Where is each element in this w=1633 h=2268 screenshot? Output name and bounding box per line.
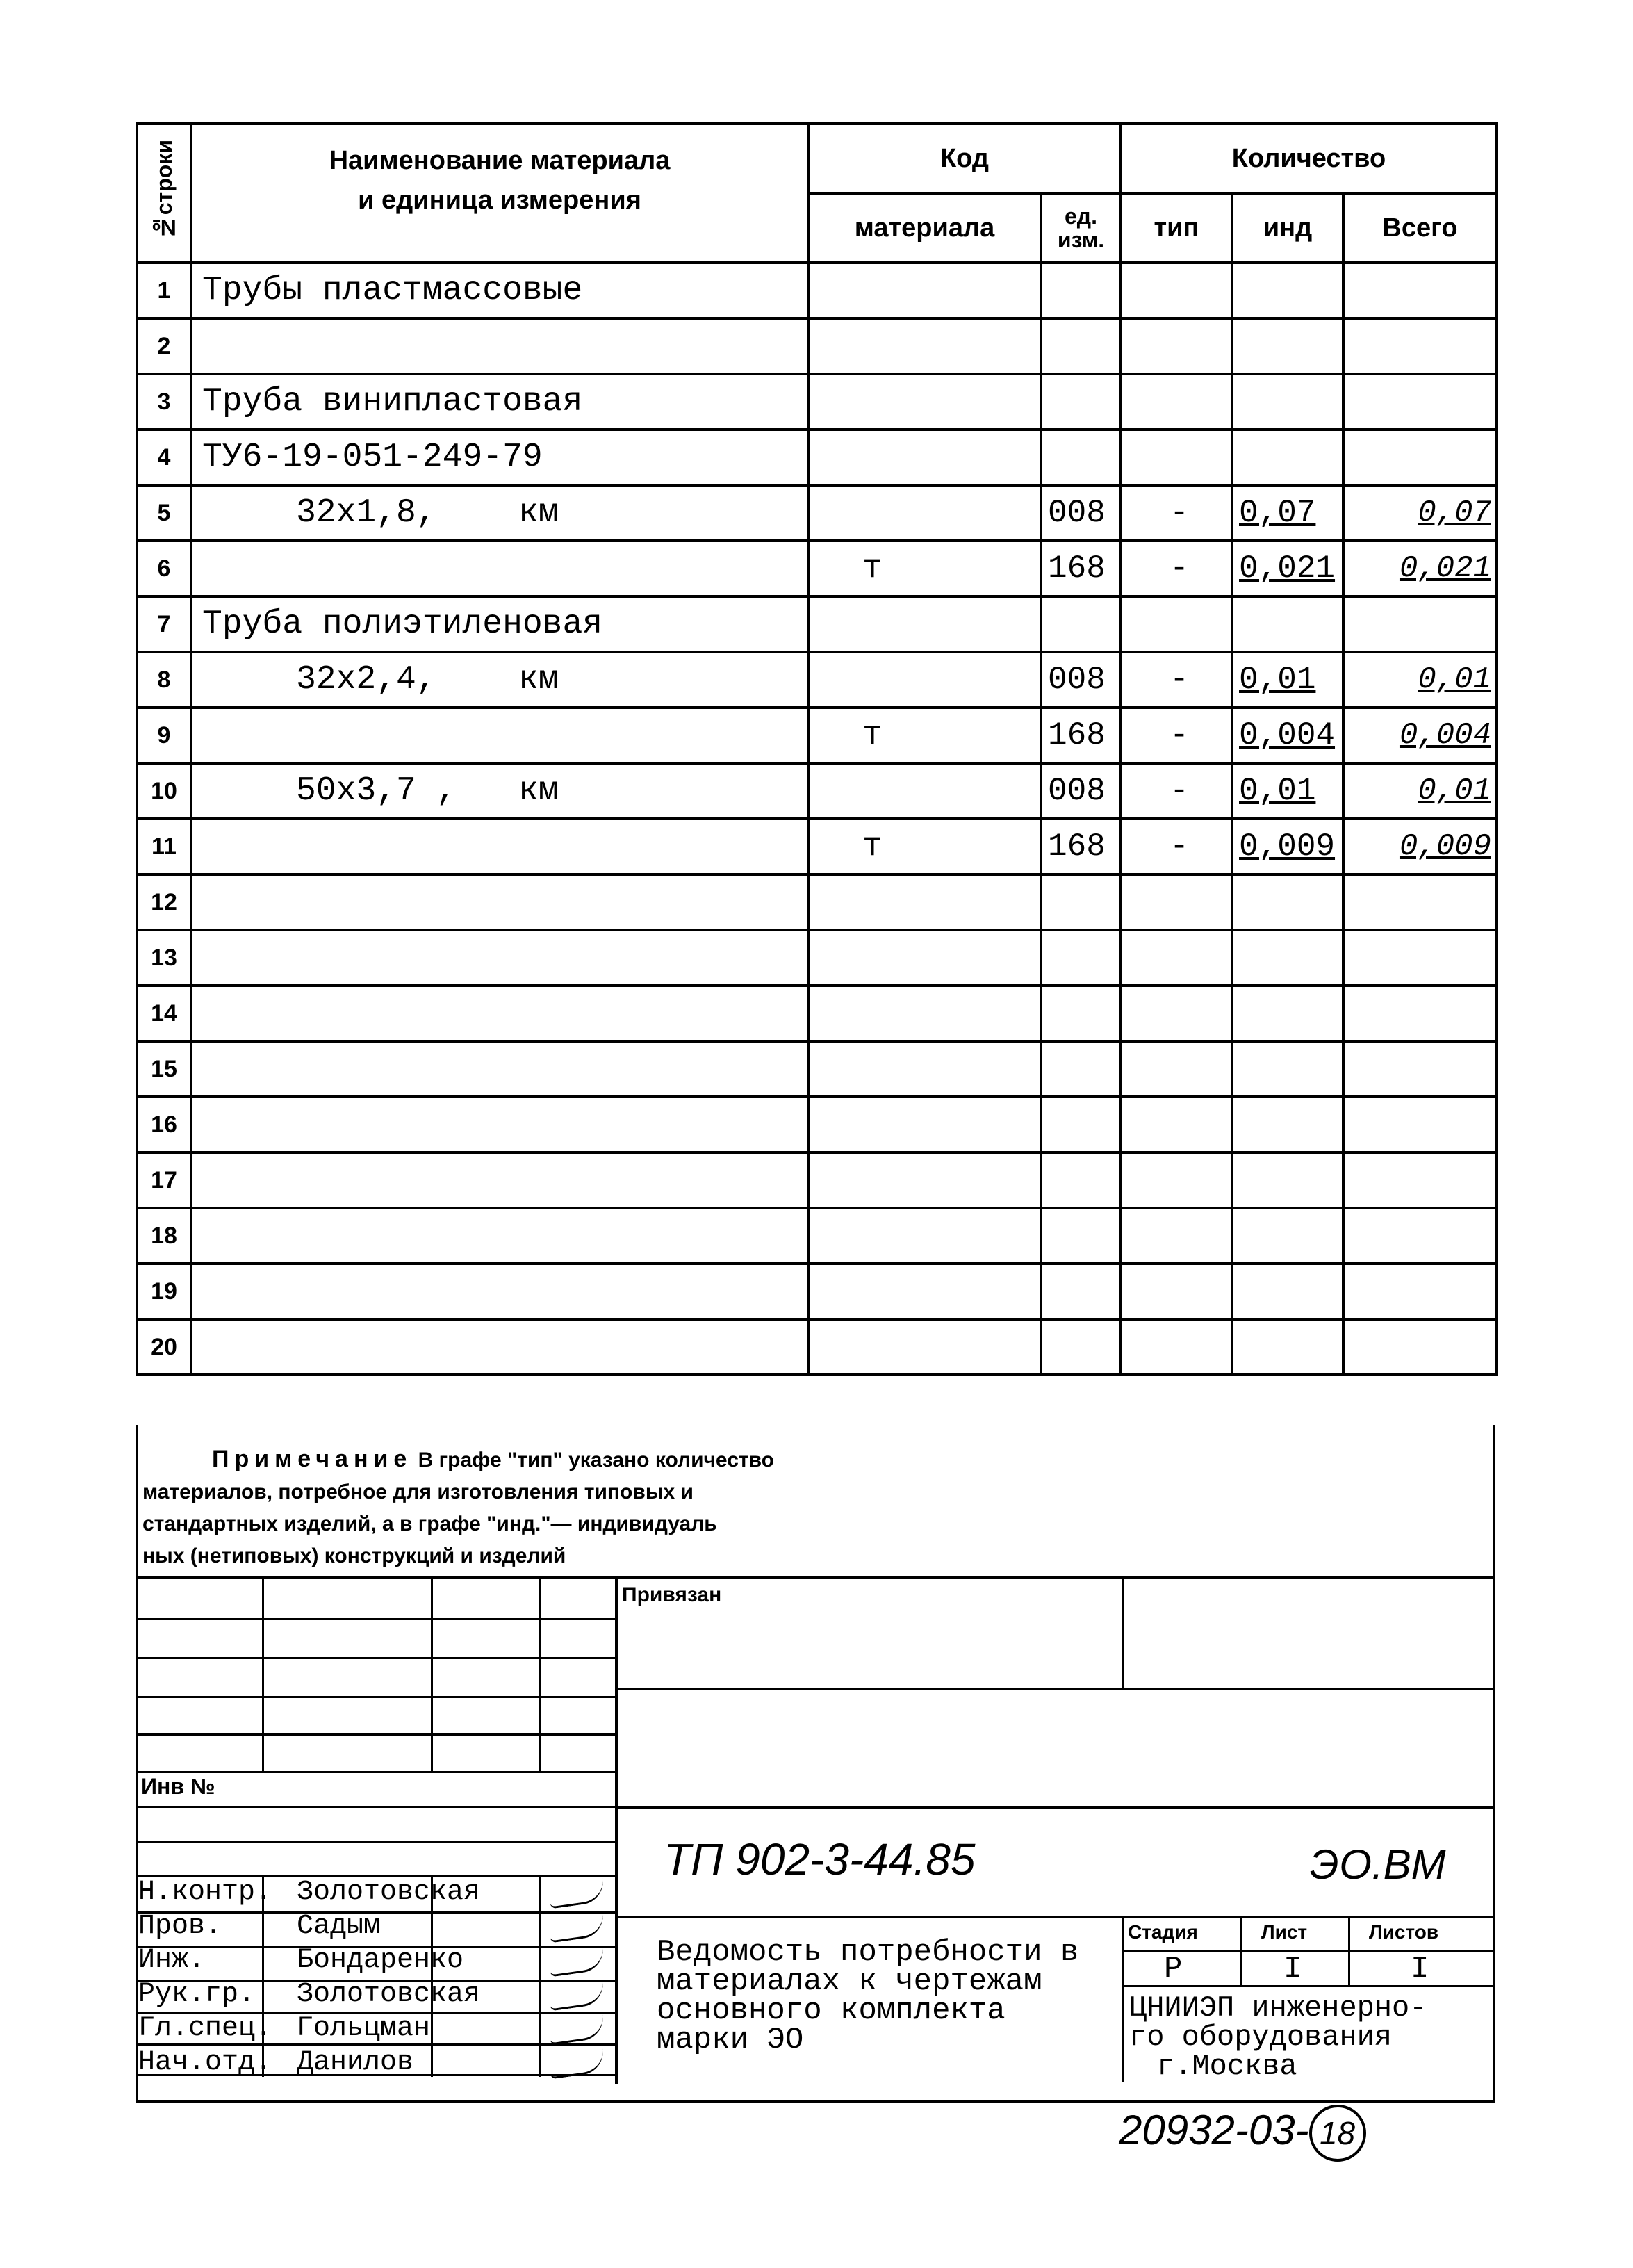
- material-code: [808, 430, 1041, 485]
- table-row: [137, 430, 1497, 485]
- type-qty: [1121, 1152, 1232, 1208]
- row-number: 20: [137, 1319, 191, 1375]
- signer-role: Нач.отд.: [138, 2047, 272, 2078]
- material-code: [808, 596, 1041, 652]
- row-number: 15: [137, 1041, 191, 1097]
- material-name: [191, 930, 808, 986]
- type-header: тип: [1121, 193, 1232, 263]
- signer-name: Золотовская: [297, 1979, 481, 2010]
- type-qty: [1121, 430, 1232, 485]
- type-qty: -: [1121, 708, 1232, 763]
- row-number: 14: [137, 986, 191, 1041]
- signer-name: Золотовская: [297, 1877, 481, 1908]
- type-qty: -: [1121, 541, 1232, 596]
- material-name: т: [191, 819, 808, 874]
- unit-code: 008: [1041, 763, 1121, 819]
- material-name: [191, 318, 808, 374]
- ind-qty: [1232, 1152, 1343, 1208]
- ind-qty: [1232, 1319, 1343, 1375]
- table-row: [137, 541, 1497, 596]
- signer-name: Садым: [297, 1911, 381, 1942]
- type-qty: [1121, 1319, 1232, 1375]
- material-code: [808, 263, 1041, 318]
- signer-name: Данилов: [297, 2047, 414, 2078]
- total-qty: [1343, 930, 1497, 986]
- material-code: [808, 652, 1041, 708]
- ind-qty: [1232, 430, 1343, 485]
- note-text-3: стандартных изделий, а в графе "инд."— индивидуаль: [142, 1512, 717, 1535]
- signer-role: Н.контр.: [138, 1877, 272, 1908]
- title-block: [136, 1576, 1495, 2084]
- total-qty: [1343, 986, 1497, 1041]
- material-code: [808, 1319, 1041, 1375]
- unit-code: 008: [1041, 652, 1121, 708]
- ind-qty: [1232, 1208, 1343, 1264]
- material-code: [808, 1152, 1041, 1208]
- sheet-value: I: [1283, 1952, 1302, 1986]
- unit-code: [1041, 374, 1121, 430]
- note-label: Примечание: [212, 1446, 413, 1472]
- row-number: 4: [137, 430, 191, 485]
- material-code: [808, 1041, 1041, 1097]
- type-qty: [1121, 318, 1232, 374]
- table-row: [137, 819, 1497, 874]
- row-number: 11: [137, 819, 191, 874]
- ind-qty: [1232, 1097, 1343, 1152]
- signature-mark: [548, 1947, 606, 1977]
- sheets-value: I: [1411, 1952, 1429, 1986]
- row-number: 9: [137, 708, 191, 763]
- row-number: 16: [137, 1097, 191, 1152]
- table-row: [137, 1097, 1497, 1152]
- note-text-1: В графе "тип" указано количество: [418, 1449, 774, 1471]
- document-mark: ЭО.ВМ: [1310, 1841, 1446, 1888]
- signer-role: Рук.гр.: [138, 1979, 256, 2010]
- note-text-2: материалов, потребное для изготовления типовых и: [142, 1480, 694, 1503]
- ind-qty: [1232, 596, 1343, 652]
- signer-name: Бондаренко: [297, 1945, 464, 1976]
- stage-label: Стадия: [1128, 1921, 1198, 1943]
- total-header: Всего: [1343, 193, 1497, 263]
- signature-mark: [548, 2015, 606, 2046]
- row-number: 12: [137, 874, 191, 930]
- unit-code: [1041, 1097, 1121, 1152]
- ind-qty: [1232, 1264, 1343, 1319]
- material-name: т: [191, 541, 808, 596]
- name-header: Наименование материала и единица измерения: [191, 124, 808, 263]
- table-row: [137, 874, 1497, 930]
- total-qty: [1343, 374, 1497, 430]
- material-code: [808, 763, 1041, 819]
- material-code: [808, 986, 1041, 1041]
- type-qty: -: [1121, 763, 1232, 819]
- material-name: [191, 1319, 808, 1375]
- unit-code: [1041, 318, 1121, 374]
- document-title: Ведомость потребности в материалах к чертежам основного комплекта марки ЭО: [657, 1935, 1079, 2057]
- note-block: [142, 1443, 1477, 1572]
- total-qty: [1343, 1152, 1497, 1208]
- row-number: 7: [137, 596, 191, 652]
- ind-qty: [1232, 986, 1343, 1041]
- table-row: [137, 1041, 1497, 1097]
- unit-code: [1041, 1152, 1121, 1208]
- unit-code: [1041, 874, 1121, 930]
- archive-circle: 18: [1309, 2105, 1366, 2162]
- table-row: [137, 485, 1497, 541]
- table-row: [137, 1208, 1497, 1264]
- material-name: [191, 1041, 808, 1097]
- table-row: [137, 652, 1497, 708]
- table-row: [137, 986, 1497, 1041]
- material-name: 32x2,4, км: [191, 652, 808, 708]
- ind-qty: [1232, 263, 1343, 318]
- total-qty: [1343, 1264, 1497, 1319]
- total-qty: [1343, 1097, 1497, 1152]
- unit-code: [1041, 1264, 1121, 1319]
- material-name: [191, 1208, 808, 1264]
- unit-header: ед. изм.: [1041, 193, 1121, 263]
- total-qty: [1343, 1319, 1497, 1375]
- row-number: 10: [137, 763, 191, 819]
- material-name: Труба полиэтиленовая: [191, 596, 808, 652]
- material-name: [191, 874, 808, 930]
- material-name: ТУ6-19-051-249-79: [191, 430, 808, 485]
- row-number: 8: [137, 652, 191, 708]
- material-name: [191, 1264, 808, 1319]
- total-qty: 0,01: [1343, 763, 1497, 819]
- signature-mark: [548, 1913, 606, 1943]
- project-code: ТП 902-3-44.85: [664, 1834, 976, 1884]
- total-qty: [1343, 874, 1497, 930]
- row-number-header: №строки: [137, 124, 191, 263]
- signer-role: Пров.: [138, 1911, 222, 1942]
- table-row: [137, 374, 1497, 430]
- signature-mark: [548, 1981, 606, 2012]
- row-number: 2: [137, 318, 191, 374]
- unit-code: [1041, 1041, 1121, 1097]
- inventory-label: Инв №: [141, 1774, 215, 1799]
- material-header: материала: [808, 193, 1041, 263]
- ind-header: инд: [1232, 193, 1343, 263]
- ind-qty: [1232, 374, 1343, 430]
- archive-number: 20932-03- 18: [1119, 2105, 1366, 2162]
- material-name: 50x3,7 , км: [191, 763, 808, 819]
- type-qty: -: [1121, 485, 1232, 541]
- material-name: Трубы пластмассовые: [191, 263, 808, 318]
- total-qty: 0,07: [1343, 485, 1497, 541]
- unit-code: [1041, 263, 1121, 318]
- material-code: [808, 374, 1041, 430]
- material-code: [808, 1264, 1041, 1319]
- row-number: 19: [137, 1264, 191, 1319]
- row-number: 3: [137, 374, 191, 430]
- signer-role: Инж.: [138, 1945, 206, 1976]
- stage-value: Р: [1164, 1952, 1183, 1986]
- quantity-header: Количество: [1121, 124, 1497, 193]
- unit-code: [1041, 1208, 1121, 1264]
- row-number: 18: [137, 1208, 191, 1264]
- total-qty: 0,009: [1343, 819, 1497, 874]
- unit-code: [1041, 1319, 1121, 1375]
- type-qty: -: [1121, 652, 1232, 708]
- type-qty: [1121, 263, 1232, 318]
- total-qty: [1343, 318, 1497, 374]
- table-row: [137, 708, 1497, 763]
- table-row: [137, 318, 1497, 374]
- material-name: [191, 1152, 808, 1208]
- table-row: [137, 763, 1497, 819]
- ind-qty: 0,01: [1232, 763, 1343, 819]
- table-row: [137, 263, 1497, 318]
- unit-code: [1041, 986, 1121, 1041]
- type-qty: [1121, 930, 1232, 986]
- ind-qty: [1232, 874, 1343, 930]
- unit-code: 168: [1041, 708, 1121, 763]
- ind-qty: 0,004: [1232, 708, 1343, 763]
- unit-code: 168: [1041, 541, 1121, 596]
- material-name: [191, 986, 808, 1041]
- sheet-label: Лист: [1261, 1921, 1308, 1943]
- signer-name: Гольцман: [297, 2013, 431, 2044]
- total-qty: [1343, 1041, 1497, 1097]
- table-row: [137, 1152, 1497, 1208]
- total-qty: 0,021: [1343, 541, 1497, 596]
- ind-qty: [1232, 1041, 1343, 1097]
- row-number: 1: [137, 263, 191, 318]
- unit-code: [1041, 930, 1121, 986]
- ind-qty: 0,009: [1232, 819, 1343, 874]
- materials-table: [136, 122, 1498, 1376]
- ind-qty: [1232, 318, 1343, 374]
- material-code: [808, 1097, 1041, 1152]
- total-qty: 0,01: [1343, 652, 1497, 708]
- type-qty: [1121, 986, 1232, 1041]
- organization: ЦНИИЭП инженерно- го оборудования г.Москва: [1129, 1991, 1427, 2083]
- ind-qty: 0,01: [1232, 652, 1343, 708]
- total-qty: [1343, 263, 1497, 318]
- type-qty: [1121, 1041, 1232, 1097]
- ind-qty: 0,021: [1232, 541, 1343, 596]
- total-qty: [1343, 1208, 1497, 1264]
- table-row: [137, 1264, 1497, 1319]
- type-qty: -: [1121, 819, 1232, 874]
- material-code: [808, 874, 1041, 930]
- note-text-4: ных (нетиповых) конструкций и изделий: [142, 1544, 566, 1567]
- signature-mark: [548, 1879, 606, 1909]
- unit-code: [1041, 596, 1121, 652]
- privyazan-label: Привязан: [622, 1583, 722, 1606]
- row-number: 6: [137, 541, 191, 596]
- total-qty: 0,004: [1343, 708, 1497, 763]
- total-qty: [1343, 596, 1497, 652]
- type-qty: [1121, 374, 1232, 430]
- material-name: т: [191, 708, 808, 763]
- type-qty: [1121, 1208, 1232, 1264]
- table-row: [137, 596, 1497, 652]
- table-row: [137, 930, 1497, 986]
- material-code: [808, 485, 1041, 541]
- material-name: Труба винипластовая: [191, 374, 808, 430]
- signer-role: Гл.спец.: [138, 2013, 272, 2044]
- type-qty: [1121, 1264, 1232, 1319]
- material-code: [808, 930, 1041, 986]
- type-qty: [1121, 874, 1232, 930]
- sheets-label: Листов: [1369, 1921, 1439, 1943]
- table-row: [137, 1319, 1497, 1375]
- code-header: Код: [808, 124, 1121, 193]
- material-name: [191, 1097, 808, 1152]
- unit-code: 168: [1041, 819, 1121, 874]
- ind-qty: [1232, 930, 1343, 986]
- row-number: 17: [137, 1152, 191, 1208]
- unit-code: [1041, 430, 1121, 485]
- material-code: [808, 318, 1041, 374]
- row-number: 13: [137, 930, 191, 986]
- unit-code: 008: [1041, 485, 1121, 541]
- row-number: 5: [137, 485, 191, 541]
- ind-qty: 0,07: [1232, 485, 1343, 541]
- material-code: [808, 1208, 1041, 1264]
- type-qty: [1121, 596, 1232, 652]
- type-qty: [1121, 1097, 1232, 1152]
- material-name: 32x1,8, км: [191, 485, 808, 541]
- total-qty: [1343, 430, 1497, 485]
